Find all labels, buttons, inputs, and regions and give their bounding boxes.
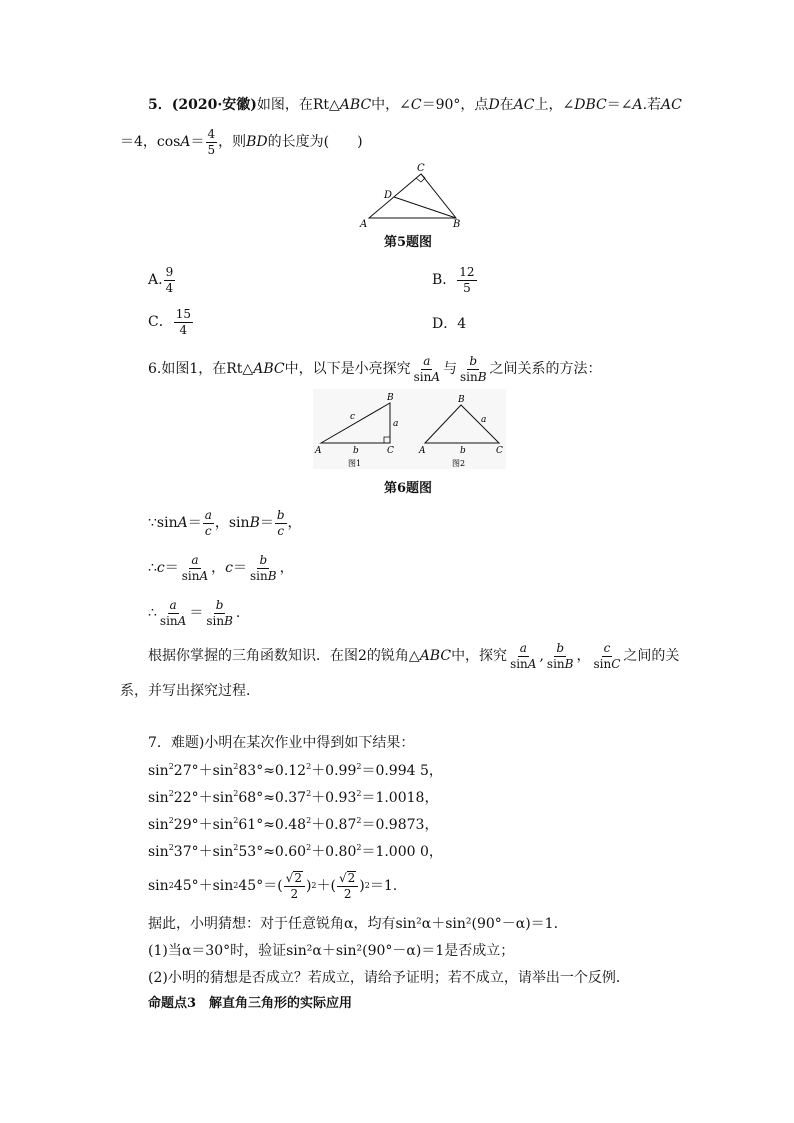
q5-var: ABC	[339, 97, 372, 113]
fig1-label-side-c: c	[350, 412, 356, 422]
frac-num: a	[169, 597, 177, 612]
superscript: 2	[168, 881, 174, 890]
option-label: B．	[432, 272, 457, 288]
frac-num: 9	[165, 264, 174, 279]
radicand: 2	[347, 871, 356, 886]
q6-figure	[313, 389, 506, 469]
q6-task	[148, 639, 679, 673]
step-text: .	[235, 605, 241, 621]
step-var: c	[156, 560, 165, 576]
superscript: 2	[233, 762, 239, 771]
frac-den: 4	[165, 280, 174, 295]
q6-task-line2: 系，并写出探究过程．	[120, 683, 260, 699]
label-a: A	[360, 219, 368, 230]
frac-num: c	[603, 640, 611, 655]
q7-guess: 据此，小明猜想：对于任意锐角α，均有sin²α＋sin²(90°－α)＝1.	[148, 916, 559, 932]
superscript: 2	[306, 762, 312, 771]
fig2-label-side-a: a	[481, 415, 487, 425]
frac-num: b	[215, 597, 224, 612]
radicand: 2	[294, 871, 302, 886]
frac-den: 5	[463, 280, 471, 295]
option-value: 4	[457, 316, 467, 332]
frac-den: sin	[206, 613, 225, 628]
option-fraction	[174, 308, 193, 336]
q7-line-3	[148, 817, 438, 832]
eq-text: ＋0.99	[311, 763, 357, 779]
superscript: 2	[168, 816, 174, 825]
superscript: 2	[356, 762, 362, 771]
step-var: B	[249, 515, 260, 531]
frac-den: sin	[413, 369, 432, 384]
q7-part1: (1)当α＝30°时，验证sin²α＋sin²(90°－α)＝1是否成立；	[148, 943, 515, 959]
q6-step2	[148, 551, 294, 585]
superscript: 2	[306, 843, 312, 852]
superscript: 2	[306, 816, 312, 825]
eq-text: ＋0.87	[311, 817, 357, 833]
superscript: 2	[233, 881, 239, 890]
q5-text: 上，∠	[534, 97, 575, 113]
fraction	[204, 599, 235, 627]
option-label: D．	[432, 316, 458, 332]
q5-text: 在	[499, 97, 514, 113]
q5-figure	[350, 160, 470, 230]
superscript: 2	[311, 881, 317, 890]
eq-text: sin	[148, 790, 169, 806]
fraction	[412, 355, 442, 383]
eq-text: ＝1.000 0，	[361, 844, 443, 860]
fig1-label-side-b: b	[353, 446, 359, 456]
q5-var: AC	[513, 97, 535, 113]
q6-var: ABC	[253, 361, 285, 377]
task-text: 中，探究	[451, 648, 508, 664]
q5-caption: 第5题图	[384, 235, 433, 250]
frac-num: b	[556, 640, 565, 655]
task-var: ABC	[419, 648, 452, 664]
q5-line2	[120, 127, 363, 157]
q5-var: C	[410, 97, 422, 113]
fig1-label-a-vertex: A	[315, 446, 322, 456]
segment-bd	[394, 197, 456, 218]
label-b: B	[453, 219, 461, 230]
task-text: ,	[539, 648, 544, 664]
step-var: c	[225, 560, 234, 576]
label-d: D	[384, 190, 393, 201]
fraction	[275, 509, 287, 537]
eq-text: ＝1.0018，	[361, 790, 439, 806]
eq-text: 61°≈0.48	[238, 817, 307, 833]
frac-den-var: B	[267, 568, 277, 583]
task-text: 根据你掌握的三角函数知识．在图2的锐角△	[148, 648, 420, 664]
fig1-label-b-vertex: B	[387, 393, 394, 403]
frac-den: sin	[459, 369, 478, 384]
eq-text: ＋(	[316, 878, 336, 894]
sqrt-fraction	[284, 871, 305, 900]
frac-num: a	[204, 507, 212, 522]
frac-num: 4	[207, 126, 216, 141]
eq-text: 45°＝(	[238, 878, 283, 894]
frac-num: a	[519, 640, 527, 655]
step-text: ＝	[233, 560, 248, 576]
fraction	[248, 554, 279, 582]
frac-den: sin	[593, 656, 612, 671]
q6-caption: 第6题图	[384, 481, 433, 496]
eq-text: 68°≈0.37	[238, 790, 307, 806]
q7-line-4	[148, 844, 443, 859]
frac-den: sin	[546, 656, 565, 671]
q5-text: ＝	[190, 134, 205, 150]
q5-option-c[interactable]	[148, 306, 194, 338]
fig2-label-a-vertex: A	[419, 446, 426, 456]
option-fraction	[164, 266, 176, 294]
q5-var: AC	[661, 97, 682, 113]
cos-fraction	[206, 128, 218, 156]
frac-num: a	[423, 353, 431, 368]
fraction	[591, 642, 622, 670]
q6-text: 与	[442, 361, 457, 377]
q5-var: D	[488, 97, 500, 113]
option-fraction	[457, 266, 476, 294]
frac-den-var: A	[431, 369, 440, 384]
step-text: ∵sin	[148, 515, 178, 531]
superscript: 2	[356, 816, 362, 825]
sqrt-icon: √	[338, 871, 347, 886]
superscript: 2	[356, 789, 362, 798]
q6-step3	[148, 596, 240, 630]
q5-var: BD	[246, 134, 268, 150]
sqrt-fraction	[337, 871, 358, 900]
frac-num: 15	[175, 306, 191, 321]
superscript: 2	[168, 762, 174, 771]
step-text: ＝	[259, 515, 274, 531]
eq-text: 22°＋sin	[173, 790, 234, 806]
q5-source: (2020·安徽)	[171, 97, 257, 113]
task-text: ，	[576, 648, 591, 664]
superscript: 2	[306, 789, 312, 798]
superscript: 2	[233, 789, 239, 798]
sqrt-icon: √	[285, 871, 294, 886]
frac-num: b	[259, 552, 268, 567]
eq-text: 83°≈0.12	[238, 763, 307, 779]
q6-text: 中，以下是小亮探究	[284, 361, 411, 377]
fraction	[458, 355, 489, 383]
q5-text: ＝90°，点	[421, 97, 489, 113]
fraction	[158, 599, 188, 627]
q7-part2: (2)小明的猜想是否成立？若成立，请给予证明；若不成立，请举出一个反例．	[148, 970, 630, 986]
eq-text: ＋0.93	[311, 790, 357, 806]
triangle-abc	[369, 174, 456, 218]
frac-den: 2	[343, 887, 352, 901]
q5-option-b[interactable]	[432, 264, 478, 296]
fig2-caption: 图2	[452, 459, 466, 468]
frac-den: sin	[250, 568, 268, 583]
step-text: ∴	[148, 560, 157, 576]
eq-text: sin	[148, 763, 169, 779]
fig1-caption: 图1	[348, 459, 362, 468]
fig1-label-c-vertex: C	[387, 446, 394, 456]
step-var: A	[177, 515, 188, 531]
eq-text: ＝0.994 5，	[361, 763, 443, 779]
q6-text: 6.如图1，在Rt△	[148, 361, 254, 377]
eq-text: sin	[148, 844, 169, 860]
q5-text: .若	[642, 97, 662, 113]
superscript: 2	[168, 843, 174, 852]
frac-den: c	[277, 523, 285, 538]
fig1-label-side-a: a	[393, 419, 399, 429]
frac-den: c	[204, 523, 212, 538]
q5-text: 中，∠	[371, 97, 411, 113]
step-text: ＝	[189, 605, 204, 621]
q5-var: A	[632, 97, 643, 113]
section-title: 命题点3 解直角三角形的实际应用	[148, 996, 353, 1011]
q5-text: ＝4，cos	[120, 134, 181, 150]
q5-option-a[interactable]	[148, 264, 176, 296]
step-text: ，sin	[214, 515, 250, 531]
frac-den-var: C	[611, 656, 621, 671]
q7-line-5	[148, 866, 397, 906]
step-text: ∴	[148, 605, 157, 621]
step-text: ＝	[164, 560, 179, 576]
eq-text: ＝0.9873，	[361, 817, 439, 833]
option-label: A.	[148, 272, 163, 288]
q5-text: 如图，在Rt△	[256, 97, 340, 113]
superscript: 2	[356, 843, 362, 852]
eq-text: ＝1.	[369, 878, 398, 894]
q7-intro: 7．难题)小明在某次作业中得到如下结果：	[148, 735, 415, 751]
frac-num: a	[191, 552, 199, 567]
q7-line-2	[148, 790, 438, 805]
q5-number: 5．	[148, 97, 172, 113]
eq-text: )	[359, 878, 365, 894]
step-text: ，	[287, 515, 302, 531]
q5-var: A	[180, 134, 191, 150]
fraction	[180, 554, 210, 582]
frac-den: sin	[181, 568, 200, 583]
superscript: 2	[233, 816, 239, 825]
frac-den-var: B	[564, 656, 574, 671]
task-text: 之间的关	[623, 648, 680, 664]
frac-num: 12	[459, 264, 475, 279]
step-text: ，	[279, 560, 294, 576]
frac-den-var: B	[477, 369, 487, 384]
fig2-label-side-b: b	[460, 446, 466, 456]
frac-den: 5	[207, 142, 216, 157]
q6-text: 之间关系的方法：	[489, 361, 602, 377]
superscript: 2	[233, 843, 239, 852]
q6-intro	[148, 352, 602, 386]
step-text: ＝	[187, 515, 202, 531]
superscript: 2	[364, 881, 370, 890]
q5-text: ＝∠	[606, 97, 633, 113]
q5-line1	[148, 98, 682, 112]
eq-text: 45°＋sin	[173, 878, 234, 894]
eq-text: )	[305, 878, 312, 894]
eq-text: 29°＋sin	[173, 817, 234, 833]
q7-line-1	[148, 763, 443, 778]
eq-text: sin	[148, 878, 169, 894]
fraction	[508, 642, 538, 670]
frac-den-var: A	[527, 656, 537, 671]
eq-text: 53°≈0.60	[238, 844, 307, 860]
q5-var: DBC	[574, 97, 607, 113]
fraction	[545, 642, 576, 670]
frac-den: sin	[510, 656, 528, 671]
frac-den: sin	[159, 613, 178, 628]
frac-num: b	[469, 353, 478, 368]
fraction	[203, 509, 214, 537]
q5-text: 的长度为( )	[267, 134, 363, 150]
frac-den-var: A	[199, 568, 209, 583]
eq-text: sin	[148, 817, 169, 833]
fig2-label-c-vertex: C	[496, 446, 503, 456]
q6-step1	[148, 506, 302, 540]
eq-text: ＋0.80	[311, 844, 357, 860]
option-label: C．	[148, 314, 173, 330]
frac-den: 2	[290, 887, 299, 901]
superscript: 2	[168, 789, 174, 798]
eq-text: 27°＋sin	[173, 763, 234, 779]
frac-den-var: B	[224, 613, 233, 628]
frac-num: b	[276, 507, 285, 522]
frac-den-var: A	[177, 613, 187, 628]
step-text: ，	[211, 560, 226, 576]
eq-text: 37°＋sin	[173, 844, 234, 860]
frac-den: 4	[179, 322, 188, 337]
q5-text: ，则	[218, 134, 247, 150]
q5-option-d[interactable]	[432, 317, 466, 331]
label-c: C	[417, 163, 425, 174]
fig2-label-b-vertex: B	[458, 395, 465, 405]
